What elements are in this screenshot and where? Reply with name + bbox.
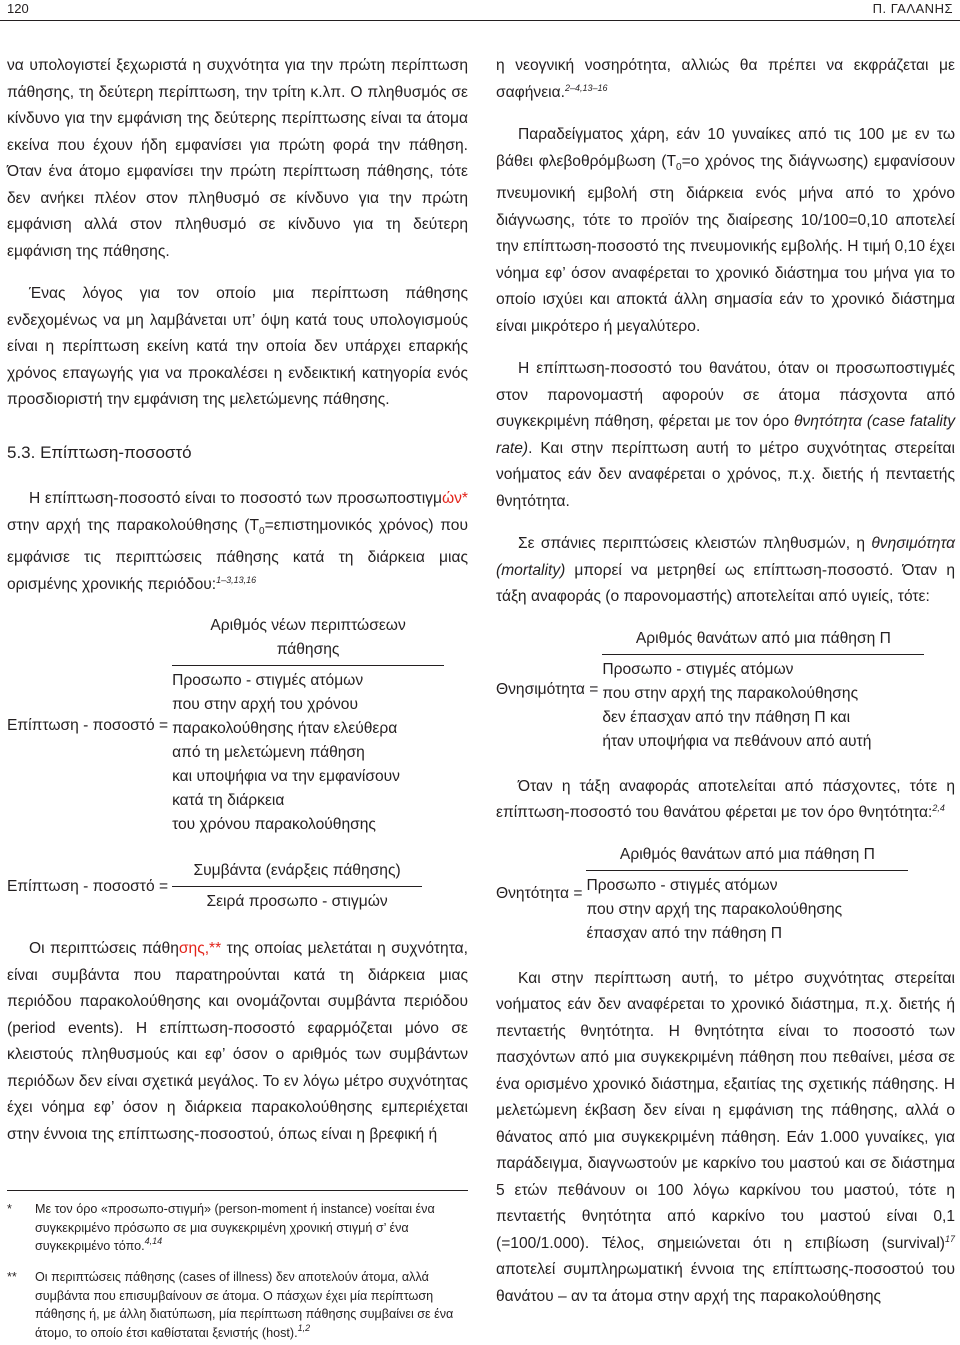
citation: 17: [944, 1233, 955, 1244]
paragraph: Παραδείγματος χάρη, εάν 10 γυναίκες από τις 100 με εν τω βάθει φλεβοθρόμβωση ($T_0=o$ χρόνος της διάγνωσης) εμφανίσουν πνευμονική εμβολή στη διάρκεια ενός μήνα από το χρόνο διάγνωσης, τότε το προϊόν της διαίρεσης 10/100=0,10 αποτελεί την επίπτωση-ποσοστό της πνευμονικής εμβολής. Η τιμή 0,10 έχει νόημα εφ’ όσον αναφέρεται το χρονικό διάστημα του μήνα για το οποίο ισχύει και αποκτά άλλη σημασία εάν το χρονικό διάστημα είναι μικρότερο ή μεγαλύτερο.: [496, 126, 955, 335]
section-heading: 5.3. Επίπτωση-ποσοστό: [7, 442, 192, 462]
paragraph: Οι περιπτώσεις πάθησης,** της οποίας μελετάται η συχνότητα, είναι συμβάντα που παρατηρούνται κατά τη διάρκεια μιας περιόδου παρακολούθησης και ονομάζονται συμβάντα περιόδου (period events). Η επίπτωση-ποσοστό εφαρμόζεται μόνο σε κλειστούς πληθυσμούς και εφ’ όσον ο αριθμός των συμβάντων περιόδων δεν είναι σχετικά μεγάλος. Το εν λόγω μέτρο συχνότητας έχει νόημα εφ’ όσον η διάρκεια παρακολούθησης εμπεριέχεται στην έννοια της επίπτωσης-ποσοστού, όπως είναι η βρεφική ή: [7, 940, 468, 1143]
paragraph: Ένας λόγος για τον οποίο μια περίπτωση πάθησης ενδεχομένως να μη λαμβάνεται υπ’ όψη κατά τους υπολογισμούς είναι η περίπτωση εκείνη κατά την οποία δεν υπάρχει επαρκής χρόνος επαγωγής για να προκαλέσει η ενδεικτική κατηγορία ενός προσδιοριστή την εμφάνιση της μελετώμενης πάθησης.: [7, 285, 468, 408]
header-rule: [0, 20, 960, 21]
page-header: [0, 0, 960, 22]
paragraph: Η επίπτωση-ποσοστό είναι το ποσοστό των προσωποστιγμών* στην αρχή της παρακολούθησης ($T_0=\varepsilon\pi\iota\sigma\tau\eta\mu o\nu\iota\kappa ό\varsigma$ χρόνος) που εμφάνισε τις περιπτώσεις πάθησης κατά τη διάρκεια μιας ορισμένης χρονικής περιόδου:$^{1-3,13,16}$: [7, 490, 468, 593]
formula-numerator: Αριθμός νέων περιπτώσεων πάθησης: [210, 617, 406, 659]
formula-denominator: Προσωπο - στιγμές ατόμων που στην αρχή του χρόνου παρακολούθησης ήταν ελεύθερα από τη μελετώμενη πάθηση και υποψήφια να την εμφανίσουν κατά τη διάρκεια του χρόνου παρακολούθησης: [172, 672, 400, 834]
footnote-mark: **: [7, 1270, 17, 1284]
footnote-rule: [7, 1190, 468, 1191]
formula-denominator: Προσωπο - στιγμές ατόμων που στην αρχή της παρακολούθησης δεν έπασχαν από την πάθηση Π και ήταν υποψήφια να πεθάνουν από αυτή: [602, 660, 872, 750]
fraction-bar: [172, 886, 422, 887]
running-head: Π. ΓΑΛΑΝΗΣ: [872, 1, 953, 16]
paragraph: Και στην περίπτωση αυτή, το μέτρο συχνότητας στερείται νοήματος εάν δεν αναφέρεται το χρονικό διάστημα, π.χ. διετής ή πενταετής θνητότητα. Η θνητότητα είναι το ποσοστό των πασχόντων από μια συγκεκριμένη πάθηση που πεθαίνει, μέσα σε ένα ορισμένο χρονικό διάστημα, εξαιτίας της σχετικής πάθησης. Η μελετώμενη έκβαση δεν είναι η εμφάνιση της πάθησης, αλλά ο θάνατος από μια συγκεκριμένη πάθηση. Εάν 1.000 γυναίκες, για παράδειγμα, διαγνωστούν με καρκίνο του μαστού και σε διάστημα 5 ετών πεθάνουν οι 100 λόγω καρκίνου του μαστού, τότε η πενταετής θνητότητα από καρκίνο του μαστού είναι 0,1 (=100/1.000). Τέλος, σημειώνεται ότι η επιβίωση (survival)$^{17}$ αποτελεί συμπληρωματική έννοια της επίπτωσης-ποσοστού του θανάτου – αν τα άτομα στην αρχή της παρακολούθησης: [496, 969, 955, 1305]
right-column: [496, 53, 955, 1326]
formula-incidence-events: [7, 859, 468, 914]
paragraph: να υπολογιστεί ξεχωριστά η συχνότητα για την πρώτη περίπτωση πάθησης, τη δεύτερη περίπτωση, την τρίτη κ.λπ. Ο πληθυσμός σε κίνδυνο για την εμφάνιση της δεύτερης περίπτωσης είναι τα άτομα εκείνα που έχουν ήδη εμφανίσει για πρώτη φορά την πάθηση. Όταν ένα άτομο εμφανίσει την πρώτη περίπτωση πάθησης, τότε δεν ανήκει πλέον στον πληθυσμό σε κίνδυνο για την πρώτη εμφάνιση αλλά στον πληθυσμό σε κίνδυνο για τη δεύτερη εμφάνιση της πάθησης.: [7, 57, 468, 260]
footnote: * Με τον όρο «προσωπο-στιγμή» (person-moment ή instance) νοείται ένα συγκεκριμένο πρόσωπο σε μια συγκεκριμένη χρονική στιγμή σ’ ένα συγκεκριμένο τόπο.$^{4,14}$: [7, 1202, 435, 1253]
paragraph: Όταν η τάξη αναφοράς αποτελείται από πάσχοντες, τότε η επίπτωση-ποσοστό του θανάτου φέρεται με τον όρο θνητότητα:$^{2,4}$: [496, 777, 955, 822]
fraction-bar: [602, 654, 924, 655]
page-number: 120: [7, 1, 29, 16]
fraction-bar: [586, 870, 908, 871]
citation: 4,14: [144, 1236, 163, 1246]
formula-numerator: Αριθμός θανάτων από μια πάθηση Π: [635, 629, 891, 647]
formula-lhs: Επίπτωση - ποσοστό =: [7, 877, 169, 895]
footnote: ** Οι περιπτώσεις πάθησης (cases of illness) δεν αποτελούν άτομα, αλλά συμβάντα που επισυμβαίνουν σε άτομα. Ο πάσχων έχει μία περίπτωση πάθησης ή, με άλλη διατύπωση, μία περίπτωση πάθησης συμβαίνει σε ένα άτομο, το οποίο έτσι καθίσταται ξενιστής (host).$^{1,2}$: [7, 1270, 454, 1340]
paragraph: Σε σπάνιες περιπτώσεις κλειστών πληθυσμών, η θνησιμότητα (mortality) μπορεί να μετρηθεί ως επίπτωση-ποσοστό. Όταν η τάξη αναφοράς (ο παρονομαστής) αποτελείται από υγιείς, τότε:: [496, 535, 955, 606]
paragraph: η νεογνική νοσηρότητα, αλλιώς θα πρέπει να εκφράζεται με σαφήνεια.$^{2-4,13-16}$: [496, 57, 955, 101]
citation: 1–3,13,16: [216, 574, 257, 585]
formula-mortality: [496, 627, 955, 754]
citation: 2–4,13–16: [564, 82, 608, 93]
citation: 2,4: [932, 803, 945, 814]
formula-incidence-proportion: [7, 614, 468, 837]
paragraph: Η επίπτωση-ποσοστό του θανάτου, όταν οι προσωποστιγμές στον παρονομαστή αφορούν σε άτομα πάσχοντα από συγκεκριμένη πάθηση, φέρεται με τον όρο θνητότητα (case fatality rate). Και στην περίπτωση αυτή το μέτρο συχνότητας στερείται νοήματος εάν δεν αναφέρεται ο χρόνος, π.χ. διετής ή πενταετής θνητότητα.: [496, 360, 955, 510]
formula-denominator: Σειρά προσωπο - στιγμών: [206, 893, 388, 911]
left-column: [7, 53, 468, 1164]
footnote-marker: σης,**: [178, 940, 222, 958]
formula-lhs: Θνητότητα =: [496, 885, 583, 903]
footnote-mark: *: [7, 1202, 12, 1216]
formula-case-fatality: [496, 843, 955, 946]
fraction-bar: [172, 665, 444, 666]
formula-denominator: Προσωπο - στιγμές ατόμων που στην αρχή της παρακολούθησης έπασχαν από την πάθηση Π: [586, 876, 843, 942]
formula-lhs: Επίπτωση - ποσοστό =: [7, 716, 169, 734]
formula-lhs: Θνησιμότητα =: [496, 681, 599, 699]
formula-numerator: Αριθμός θανάτων από μια πάθηση Π: [619, 845, 875, 863]
citation: 1,2: [297, 1322, 311, 1333]
formula-numerator: Συμβάντα (ενάρξεις πάθησης): [193, 862, 401, 880]
footnote-marker: ών*: [441, 490, 468, 507]
